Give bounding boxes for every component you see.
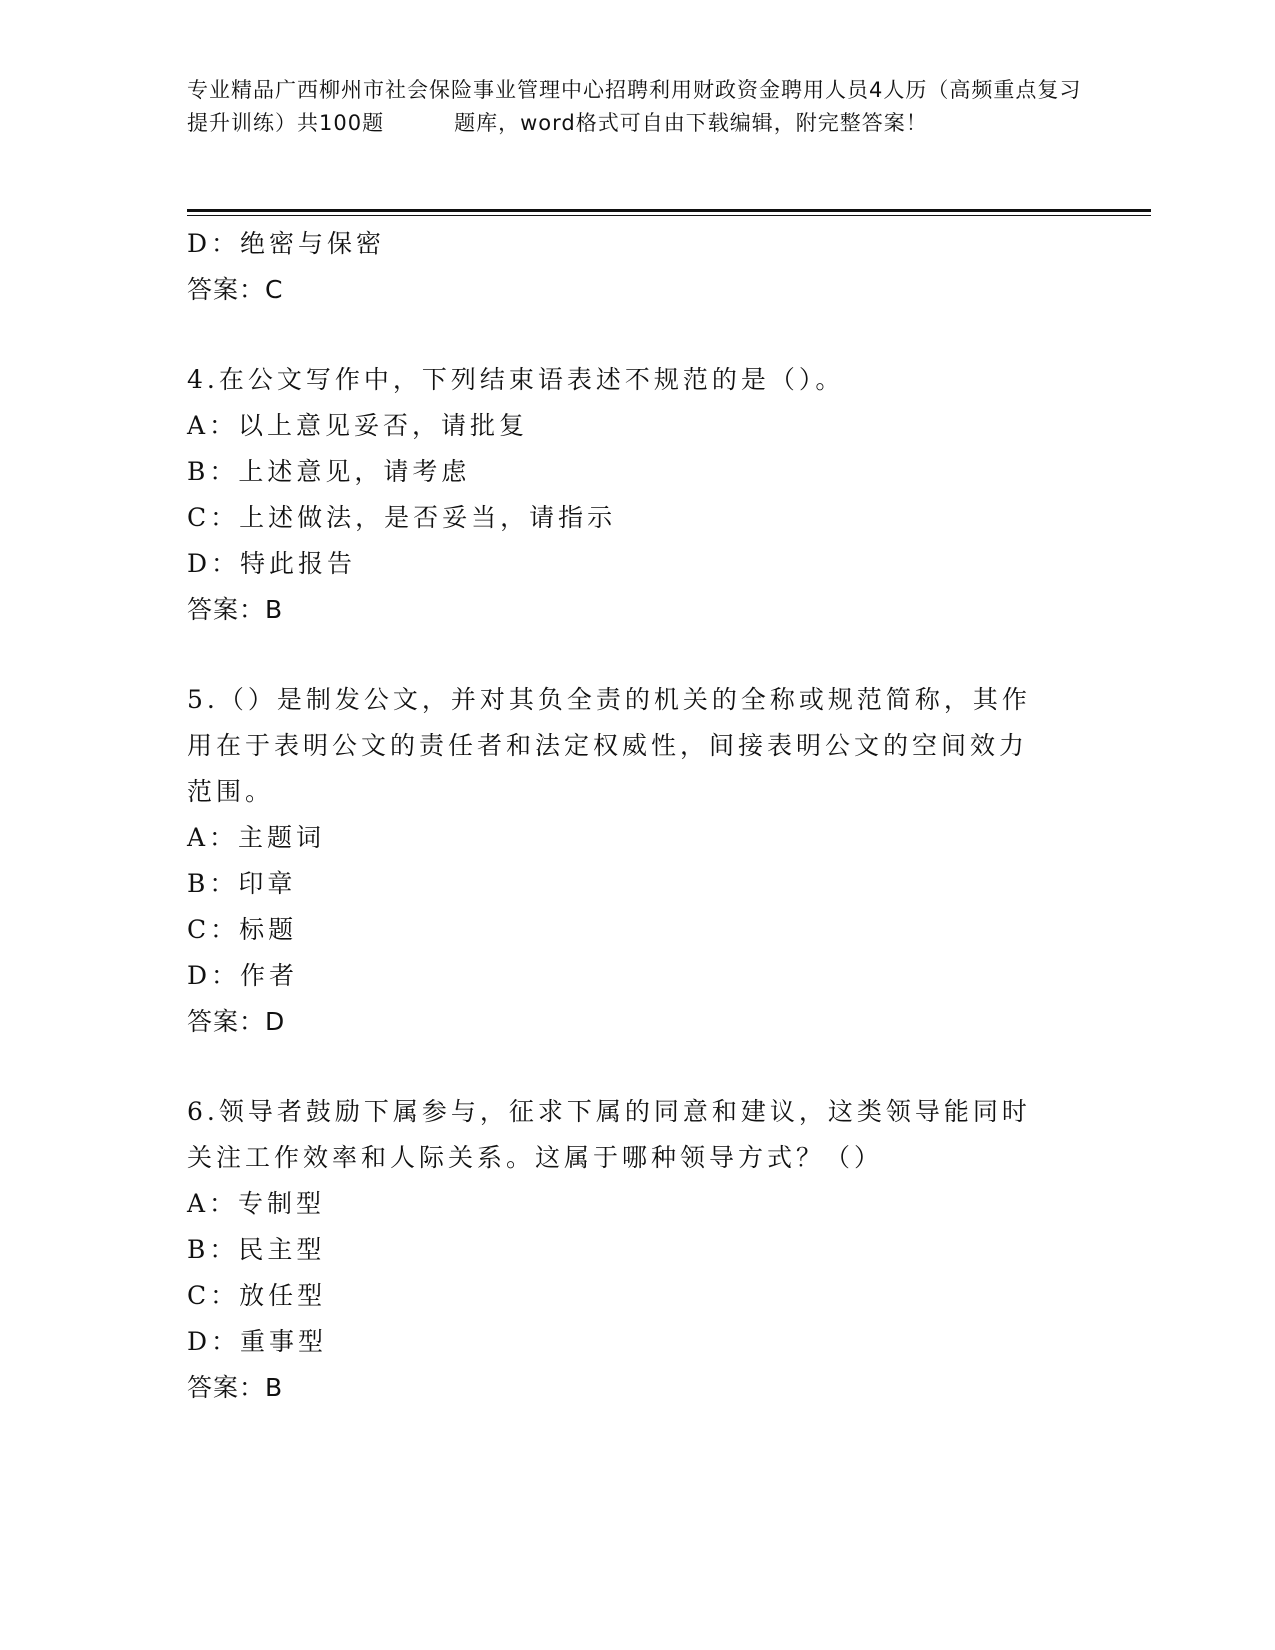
option-b: B：民主型	[187, 1235, 326, 1264]
option-d: D：作者	[187, 961, 299, 990]
option-a: A：主题词	[187, 823, 326, 852]
option-d: D：特此报告	[187, 549, 357, 578]
spacer	[187, 313, 1087, 357]
spacer	[187, 633, 1087, 677]
question-text: 5.（）是制发公文，并对其负全责的机关的全称或规范简称，其作用在于表明公文的责任者和法定权威性，间接表明公文的空间效力范围。	[187, 685, 1031, 806]
answer: 答案：B	[187, 595, 284, 624]
question-text: 4.在公文写作中，下列结束语表述不规范的是（）。	[187, 365, 845, 394]
question-list	[187, 221, 1087, 1411]
option-d: D：重事型	[187, 1327, 328, 1356]
spacer	[187, 1045, 1087, 1089]
option-a: A：专制型	[187, 1189, 326, 1218]
question-4	[187, 357, 1087, 633]
option-b: B：上述意见，请考虑	[187, 457, 471, 486]
header-rule-thin	[187, 215, 1151, 216]
option-c: C：标题	[187, 915, 298, 944]
question-5	[187, 677, 1087, 1045]
option-a: A：以上意见妥否，请批复	[187, 411, 529, 440]
question-6	[187, 1089, 1087, 1411]
option-b: B：印章	[187, 869, 297, 898]
header-title-part2: 题库，word格式可自由下载编辑，附完整答案！	[454, 111, 928, 135]
option-c: C：放任型	[187, 1281, 327, 1310]
header-title-part1: 专业精品广西柳州市社会保险事业管理中心招聘利用财政资金聘用人员4人历（高频重点复习提升训练）共100题	[187, 78, 1082, 135]
prev-option-d: D：绝密与保密	[187, 229, 386, 258]
option-c: C：上述做法，是否妥当，请指示	[187, 503, 617, 532]
answer: 答案：B	[187, 1373, 284, 1402]
question-text: 6.领导者鼓励下属参与，征求下属的同意和建议，这类领导能同时关注工作效率和人际关系。这属于哪种领导方式？（）	[187, 1097, 1031, 1172]
header-rule-thick	[187, 209, 1151, 212]
prev-answer: 答案：C	[187, 275, 284, 304]
answer: 答案：D	[187, 1007, 286, 1036]
document-header	[187, 74, 1087, 140]
